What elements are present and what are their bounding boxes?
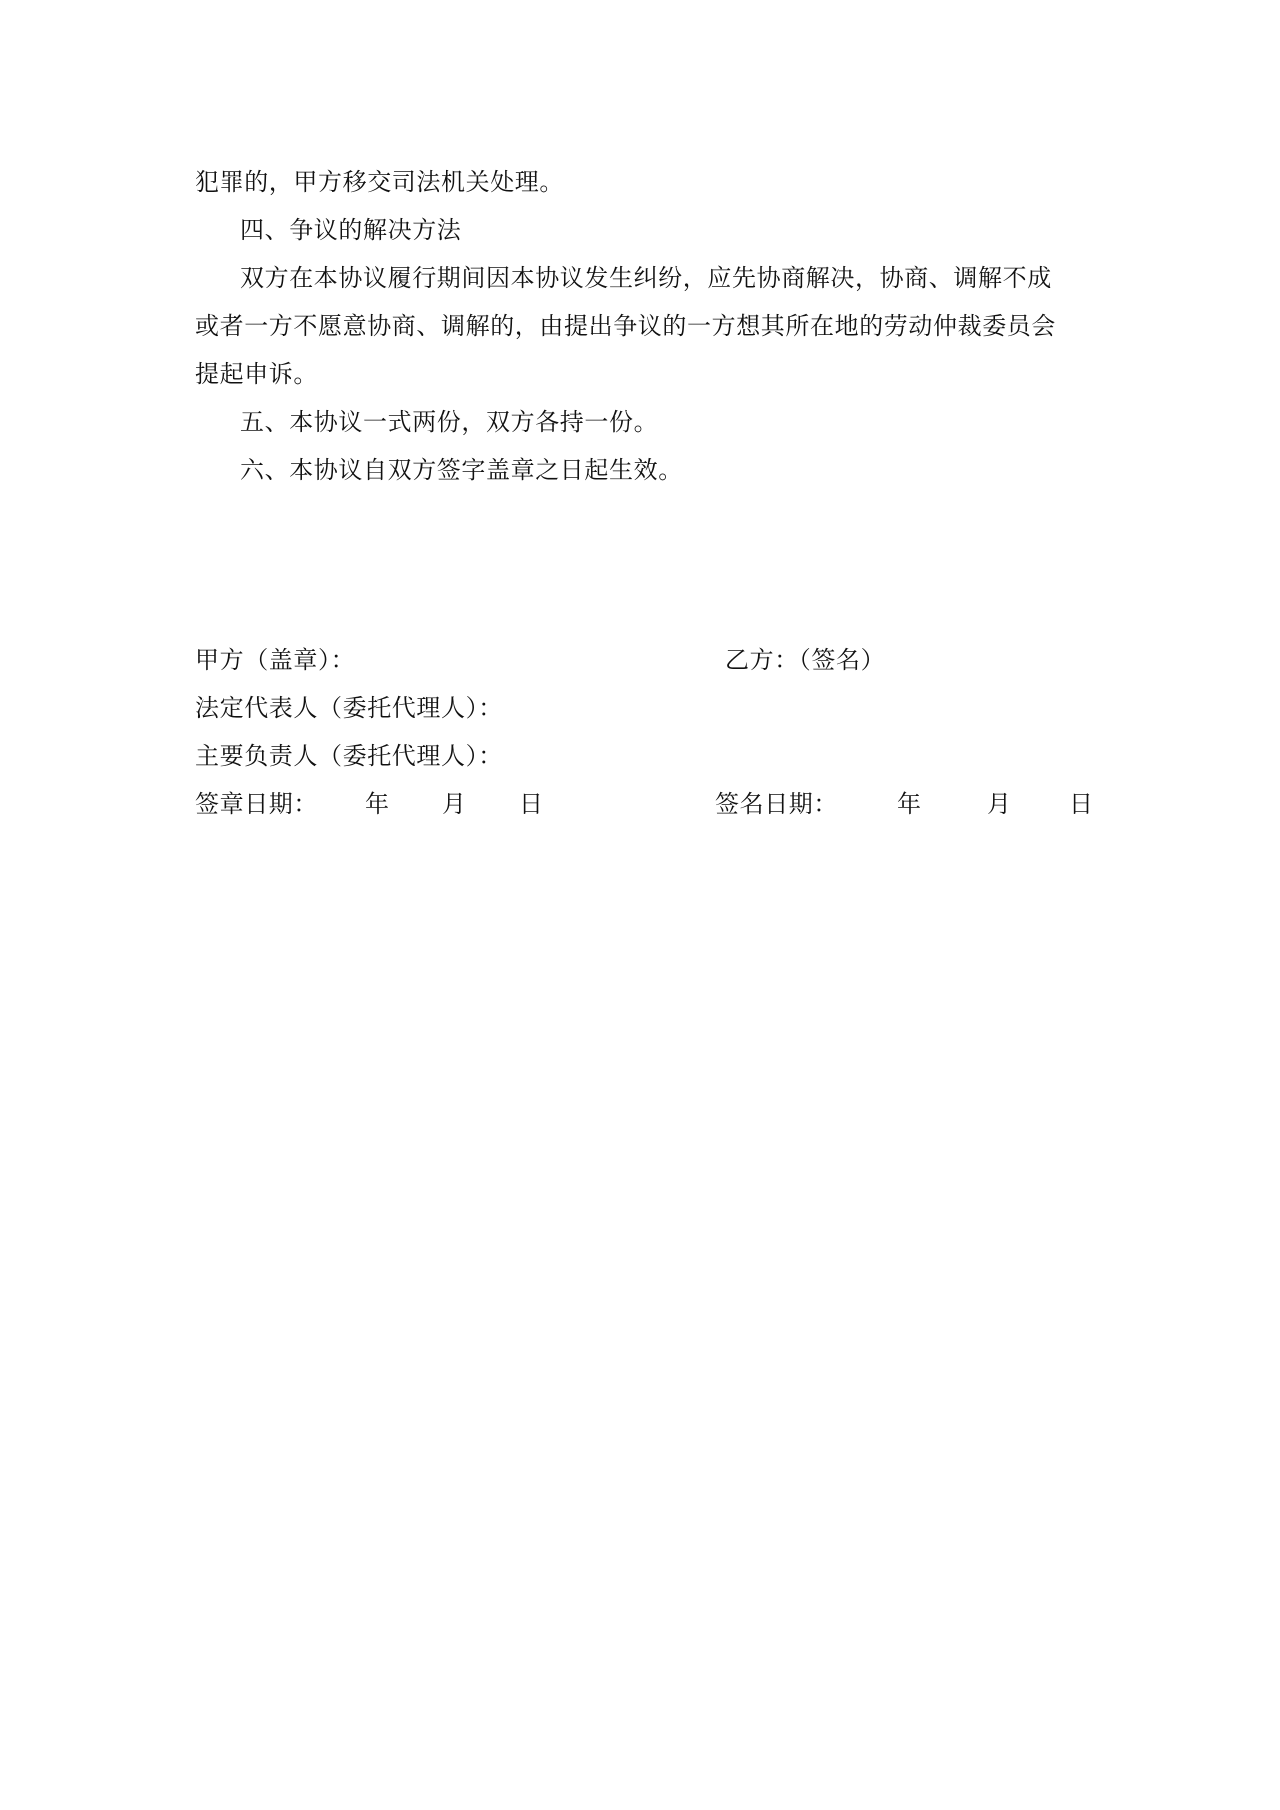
seal-date-month: 月 <box>442 790 467 818</box>
signature-row-parties <box>195 644 1095 676</box>
section-5: 五、本协议一式两份，双方各持一份。 <box>240 408 659 436</box>
section-4-heading: 四、争议的解决方法 <box>240 216 462 244</box>
party-b-label: 乙方：（签名） <box>725 646 886 674</box>
section-4-line-2: 或者一方不愿意协商、调解的，由提出争议的一方想其所在地的劳动仲裁委员会 <box>195 312 1056 340</box>
seal-date-year: 年 <box>365 790 390 818</box>
sign-date-day: 日 <box>1069 790 1094 818</box>
section-4-line-3: 提起申诉。 <box>195 360 318 388</box>
sign-date-label: 签名日期： <box>715 790 838 818</box>
signature-row-legal-rep <box>195 692 1095 724</box>
paragraph-continuation: 犯罪的，甲方移交司法机关处理。 <box>195 168 564 196</box>
signature-row-principal <box>195 740 1095 772</box>
signature-row-dates <box>195 788 1095 820</box>
seal-date-label: 签章日期： <box>195 790 318 818</box>
seal-date-day: 日 <box>519 790 544 818</box>
legal-rep-label: 法定代表人（委托代理人）： <box>195 694 503 722</box>
section-6: 六、本协议自双方签字盖章之日起生效。 <box>240 456 683 484</box>
sign-date-month: 月 <box>987 790 1012 818</box>
sign-date-year: 年 <box>897 790 922 818</box>
party-a-label: 甲方（盖章）： <box>195 646 356 674</box>
principal-label: 主要负责人（委托代理人）： <box>195 742 503 770</box>
section-4-line-1: 双方在本协议履行期间因本协议发生纠纷，应先协商解决，协商、调解不成 <box>240 264 1052 292</box>
